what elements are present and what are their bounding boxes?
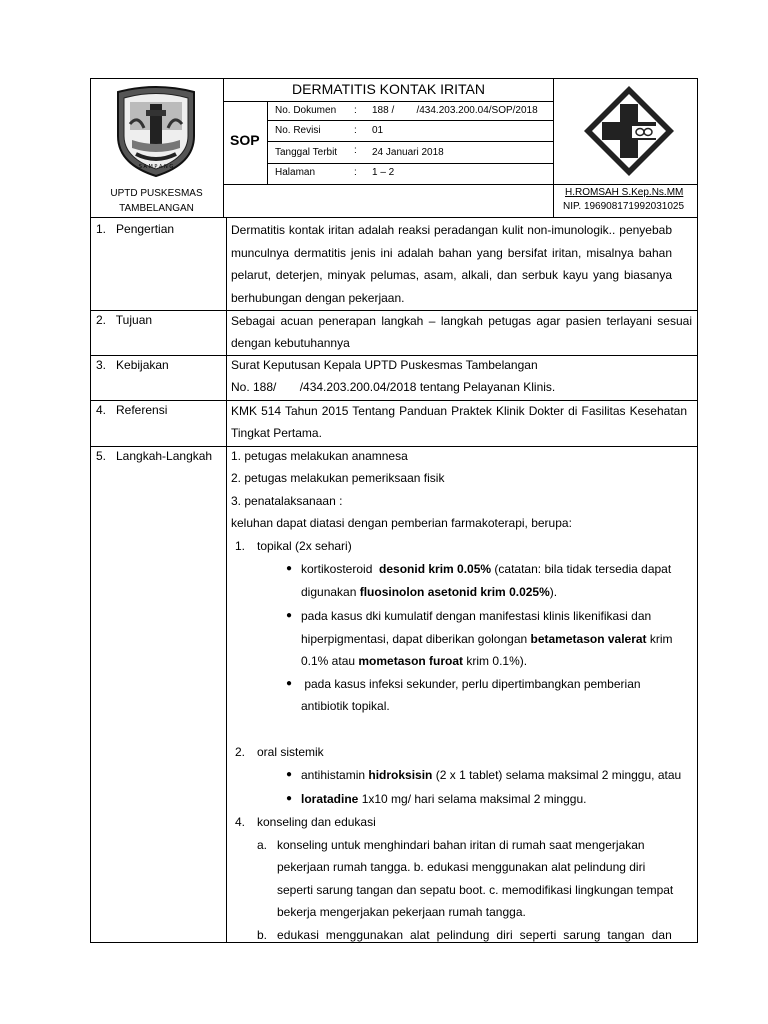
sub-item-line: pekerjaan rumah tangga. b. edukasi menggunakan alat pelindung diri [277,860,646,874]
bullet-icon: ● [286,793,293,804]
bullet-icon: ● [286,563,293,574]
sub-item-line: seperti sarung tangan dan sepatu boot. c. memodifikasi lingkungan tempat [277,883,674,897]
title-divider [223,101,554,102]
body-bottom-border [90,942,698,943]
row-label-langkah: 5. Langkah-Langkah [96,449,213,463]
bullet-line [301,654,527,668]
header-divider-right [553,78,554,218]
shield-emblem-icon [110,84,202,180]
sub-item-line: bekerja mengerjakan pekerjaan rumah tangga. [277,905,526,919]
list-number: 2. [235,745,246,759]
drug-name: desonid krim 0.05% [379,562,492,576]
row-label-referensi: 4. Referensi [96,403,168,417]
bullet-line: pada kasus dki kumulatif dengan manifestasi klinis likenifikasi dan [301,609,652,623]
tujuan-text: Sebagai acuan penerapan langkah – langkah petugas agar pasien terlayani sesuai dengan kebutuhannya [231,314,692,350]
field-divider-1 [267,120,554,121]
drug-name: mometason furoat [358,654,464,668]
field-value-no-revisi: 01 [372,125,384,136]
text: kortikosteroid [301,562,380,576]
step-line: keluhan dapat diatasi dengan pemberian farmakoterapi, berupa: [231,516,572,530]
field-value-no-dokumen: 188 / /434.203.200.04/SOP/2018 [372,105,538,116]
row-label-tujuan: 2. Tujuan [96,313,153,327]
field-label-tanggal-terbit: Tanggal Terbit [275,147,338,158]
text: antihistamin [301,768,369,782]
body-right-border [697,218,698,943]
puskesmas-logo [582,84,676,178]
row-label-pengertian: 1. Pengertian [96,222,175,236]
list-item-oral: oral sistemik [257,745,324,759]
field-label-no-revisi: No. Revisi [275,125,321,136]
list-item-topikal: topikal (2x sehari) [257,539,352,553]
bullet-line [301,562,671,576]
body-left-border [90,218,91,943]
pengertian-text: Dermatitis kontak iritan adalah reaksi peradangan kulit non-imunologik.. penyebab munculnya dermatitis jenis ini adalah bahan yang bersifat iritan, misalnya bahan pelarut, deterjen, minyak pelumas, asam, alkali, dan serbuk kayu yang biasanya berhubungan dengan pekerjaan. [231,223,672,305]
text: hiperpigmentasi, dapat diberikan golongan [301,632,531,646]
row-divider [90,355,698,356]
sub-item-line: konseling untuk menghindari bahan iritan di rumah saat mengerjakan [277,838,645,852]
bullet-line: pada kasus infeksi sekunder, perlu dipertimbangkan pemberian [301,677,641,691]
document-title: DERMATITIS KONTAK IRITAN [292,81,485,97]
kebijakan-line1: Surat Keputusan Kepala UPTD Puskesmas Tambelangan [231,358,538,372]
step-line: 3. penatalaksanaan : [231,494,343,508]
field-label-halaman: Halaman [275,167,316,178]
bullet-icon: ● [286,610,293,621]
field-label-no-dokumen: No. Dokumen [275,105,337,116]
list-number: 1. [235,539,246,553]
list-item-konseling: konseling dan edukasi [257,815,376,829]
list-number: 4. [235,815,246,829]
kebijakan-line2: No. 188/ /434.203.200.04/2018 tentang Pelayanan Klinis. [231,380,556,394]
row-label-kebijakan: 3. Kebijakan [96,358,169,372]
header-divider-left [223,78,224,218]
field-value-tanggal-terbit: 24 Januari 2018 [372,147,444,158]
seal-text: S A M P A N G [138,164,174,170]
drug-name: hidroksisin [368,768,433,782]
drug-name: fluosinolon asetonid krim 0.025% [359,585,550,599]
field-sep: : [354,105,357,116]
field-sep: : [354,125,357,136]
text: 1x10 mg/ hari selama maksimal 2 minggu. [358,792,587,806]
step-line: 1. petugas melakukan anamnesa [231,449,408,463]
field-value-halaman: 1 – 2 [372,167,395,178]
bullet-line: antibiotik topikal. [301,699,390,713]
step-line: 2. petugas melakukan pemeriksaan fisik [231,471,445,485]
org-name-line1: UPTD PUSKESMAS [110,188,203,199]
sop-divider [267,101,268,184]
signer-name: H.ROMSAH S.Kep.Ns.MM [565,187,684,198]
referensi-text: KMK 514 Tahun 2015 Tentang Panduan Praktek Klinik Dokter di Fasilitas Kesehatan Tingkat Pertama. [231,404,687,440]
text: krim 0.1%). [463,654,528,668]
regional-logo [110,84,202,180]
health-cross-icon [582,84,676,178]
field-divider-3 [267,163,554,164]
text: (2 x 1 tablet) selama maksimal 2 minggu, atau [432,768,682,782]
bullet-line [301,792,586,806]
text: (catatan: bila tidak tersedia dapat [491,562,672,576]
bullet-icon: ● [286,678,293,689]
field-divider-2 [267,141,554,142]
text: krim [646,632,673,646]
sub-item-line: edukasi menggunakan alat pelindung diri seperti sarung tangan dan [277,928,672,942]
signer-nip: NIP. 196908171992031025 [563,201,685,212]
drug-name: betametason valerat [530,632,647,646]
bullet-icon: ● [286,769,293,780]
sub-letter: a. [257,838,268,852]
text: digunakan [301,585,360,599]
body-column-divider [226,218,227,943]
drug-name: loratadine [301,792,359,806]
org-name-line2: TAMBELANGAN [119,203,194,214]
bullet-line [301,768,681,782]
field-sep: : [354,145,357,156]
field-sep: : [354,167,357,178]
text: ). [549,585,558,599]
text: 0.1% atau [301,654,359,668]
sub-letter: b. [257,928,268,942]
fields-bottom-line [223,184,698,185]
sop-label: SOP [230,132,260,148]
bullet-line [301,585,557,599]
bullet-line [301,632,673,646]
row-divider [90,446,698,447]
